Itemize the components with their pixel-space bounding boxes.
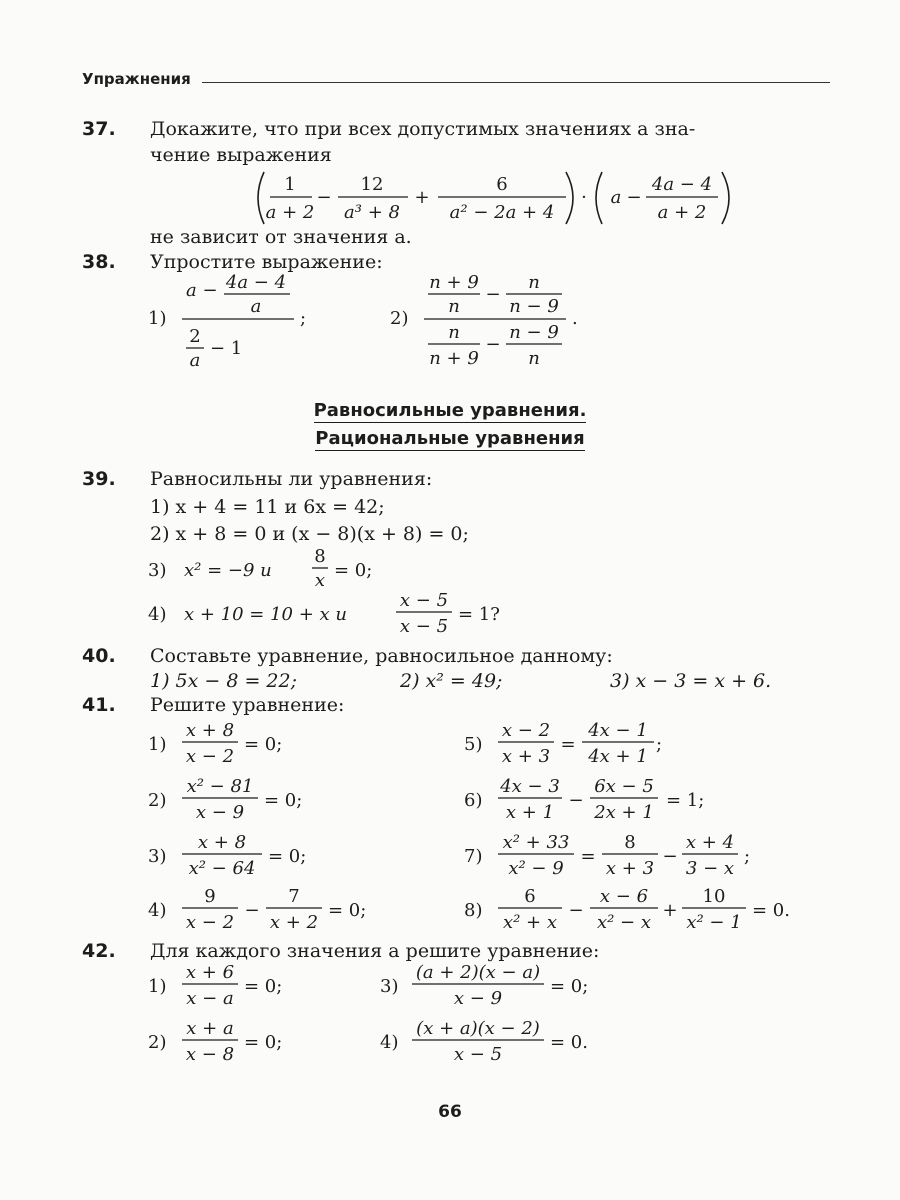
p42-item3-rest: = 0; — [550, 976, 589, 997]
problem-40-number: 40. — [82, 645, 116, 667]
p41-item5-f1d: x + 3 — [501, 746, 551, 767]
item1-label: 1) — [148, 308, 167, 329]
p41-item3-num: x + 8 — [197, 832, 247, 853]
section-title-2: Рациональные уравнения — [315, 428, 585, 449]
p42-item1-label: 1) — [148, 976, 167, 997]
p42-item2-num: x + a — [186, 1018, 234, 1039]
p41-item7-label: 7) — [464, 846, 483, 867]
frac4-den: a + 2 — [657, 202, 707, 223]
item3-left: x² = −9 и — [184, 560, 272, 581]
item4-num: x − 5 — [399, 590, 449, 611]
p41-item6-f1d: x + 1 — [505, 802, 555, 823]
p41-item7-f1n: x² + 33 — [502, 832, 570, 853]
item2-b2-den: n — [528, 348, 540, 369]
p41-item8-op2: + — [662, 900, 678, 921]
right-paren-2 — [722, 172, 729, 224]
frac1-den: a + 2 — [265, 202, 315, 223]
problem-41-number: 41. — [82, 694, 116, 716]
p41-item7-op1: = — [580, 846, 596, 867]
p41-item5-f2d: 4x + 1 — [588, 746, 648, 767]
page-header — [82, 70, 830, 94]
problem-37-line1: Докажите, что при всех допустимых значениях a зна- — [150, 118, 696, 140]
item2-b1-den: n + 9 — [429, 348, 479, 369]
frac2-num: 12 — [360, 174, 384, 195]
problem-39-number: 39. — [82, 468, 116, 490]
item1-end: ; — [300, 308, 307, 329]
problem-42-items — [148, 962, 628, 1072]
op-minus: − — [316, 187, 332, 208]
p41-item5-rest: ; — [656, 734, 663, 755]
p42-item2-label: 2) — [148, 1032, 167, 1053]
p42-item2-rest: = 0; — [244, 1032, 283, 1053]
p42-item4-num: (x + a)(x − 2) — [416, 1018, 540, 1039]
p41-item2-rest: = 0; — [264, 790, 303, 811]
p42-item3-den: x − 9 — [453, 988, 503, 1009]
problem-42-number: 42. — [82, 940, 116, 962]
header-rule — [202, 82, 830, 83]
problem-40-item1: 1) 5x − 8 = 22; — [150, 670, 298, 692]
p41-item7-rest: ; — [744, 846, 751, 867]
p41-item7-f1d: x² − 9 — [508, 858, 564, 879]
p41-item7-f3n: x + 4 — [685, 832, 735, 853]
item2-t2-num: n — [528, 272, 540, 293]
p41-item3-label: 3) — [148, 846, 167, 867]
p41-item8-f3n: 10 — [702, 886, 726, 907]
problem-41-items — [148, 720, 828, 942]
p41-item6-label: 6) — [464, 790, 483, 811]
p41-item5-f2n: 4x − 1 — [588, 720, 648, 741]
item4-den: x − 5 — [399, 616, 449, 637]
item1-top-num: 4a − 4 — [225, 272, 287, 293]
p41-item1-num: x + 8 — [185, 720, 235, 741]
p41-item8-f1n: 6 — [524, 886, 536, 907]
p41-item5-f1n: x − 2 — [501, 720, 551, 741]
p41-item4-f2n: 7 — [288, 886, 300, 907]
p41-item8-op1: − — [568, 900, 584, 921]
p41-item1-label: 1) — [148, 734, 167, 755]
item4-label: 4) — [148, 604, 167, 625]
p41-item4-op: − — [244, 900, 260, 921]
problem-37-expression — [250, 168, 740, 230]
problem-41-text: Решите уравнение: — [150, 694, 345, 716]
page-number: 66 — [438, 1102, 462, 1122]
frac2-den: a³ + 8 — [344, 202, 400, 223]
p41-item8-rest: = 0. — [752, 900, 790, 921]
item1-bot-den: a — [189, 350, 201, 371]
item3-den: x — [314, 570, 326, 591]
frac4-num: 4a − 4 — [651, 174, 713, 195]
item2-t1-den: n — [448, 296, 460, 317]
item2-t1-num: n + 9 — [429, 272, 479, 293]
p41-item2-den: x − 9 — [195, 802, 245, 823]
p42-item1-num: x + 6 — [185, 962, 235, 983]
p41-item4-f2d: x + 2 — [269, 912, 319, 933]
problem-38-number: 38. — [82, 251, 116, 273]
p42-item4-den: x − 5 — [453, 1044, 503, 1065]
p41-item5-op: = — [560, 734, 576, 755]
p41-item5-label: 5) — [464, 734, 483, 755]
frac3-num: 6 — [496, 174, 508, 195]
p41-item3-rest: = 0; — [268, 846, 307, 867]
item3-right: = 0; — [334, 560, 373, 581]
op-plus: + — [414, 187, 430, 208]
problem-39-item2: 2) x + 8 = 0 и (x − 8)(x + 8) = 0; — [150, 523, 469, 545]
p41-item6-f2n: 6x − 5 — [594, 776, 654, 797]
problem-38-text: Упростите выражение: — [150, 251, 383, 273]
item2-b-minus: − — [485, 334, 501, 355]
p42-item3-label: 3) — [380, 976, 399, 997]
problem-37-line2: чение выражения — [150, 144, 332, 166]
item2-b1-num: n — [448, 322, 460, 343]
item2-t2-den: n − 9 — [509, 296, 559, 317]
p41-item2-num: x² − 81 — [186, 776, 254, 797]
p42-item4-label: 4) — [380, 1032, 399, 1053]
p41-item3-den: x² − 64 — [188, 858, 256, 879]
p41-item2-label: 2) — [148, 790, 167, 811]
problem-40-text: Составьте уравнение, равносильное данному: — [150, 645, 613, 667]
p41-item8-f2d: x² − x — [596, 912, 652, 933]
p41-item6-f1n: 4x − 3 — [500, 776, 560, 797]
problem-39-item1: 1) x + 4 = 11 и 6x = 42; — [150, 496, 385, 518]
p41-item7-f3d: 3 − x — [685, 858, 735, 879]
item1-top-den: a — [250, 296, 262, 317]
problem-39-text: Равносильны ли уравнения: — [150, 468, 433, 490]
problem-40-item2: 2) x² = 49; — [400, 670, 503, 692]
item2-end: . — [572, 308, 578, 329]
op-minus-2: − — [626, 187, 642, 208]
section-title-1: Равносильные уравнения. — [313, 400, 587, 421]
frac3-den: a² − 2a + 4 — [449, 202, 555, 223]
problem-38-items — [148, 274, 598, 370]
p41-item8-f3d: x² − 1 — [686, 912, 742, 933]
header-label: Упражнения — [82, 70, 191, 88]
p42-item1-rest: = 0; — [244, 976, 283, 997]
p41-item1-rest: = 0; — [244, 734, 283, 755]
p42-item4-rest: = 0. — [550, 1032, 588, 1053]
p41-item4-label: 4) — [148, 900, 167, 921]
right-paren — [566, 172, 573, 224]
item3-num: 8 — [314, 546, 326, 567]
problem-39-items-3-4 — [148, 548, 548, 638]
frac1-num: 1 — [284, 174, 296, 195]
p41-item8-f1d: x² + x — [502, 912, 558, 933]
p41-item6-op: − — [568, 790, 584, 811]
problem-37-line3: не зависит от значения a. — [150, 226, 412, 248]
problem-42-text: Для каждого значения a решите уравнение: — [150, 940, 600, 962]
item2-label: 2) — [390, 308, 409, 329]
p41-item4-rest: = 0; — [328, 900, 367, 921]
left-paren-2 — [596, 172, 602, 224]
item2-b2-num: n − 9 — [509, 322, 559, 343]
p41-item1-den: x − 2 — [185, 746, 235, 767]
p42-item3-num: (a + 2)(x − a) — [415, 962, 541, 983]
item3-label: 3) — [148, 560, 167, 581]
p41-item4-f1n: 9 — [204, 886, 216, 907]
p41-item6-rest: = 1; — [666, 790, 705, 811]
item4-right: = 1? — [458, 604, 500, 625]
item2-t-minus: − — [485, 284, 501, 305]
item1-top-a: a − — [186, 280, 218, 301]
p41-item8-label: 8) — [464, 900, 483, 921]
p41-item4-f1d: x − 2 — [185, 912, 235, 933]
item4-left: x + 10 = 10 + x и — [184, 604, 348, 625]
item1-bot-rest: − 1 — [210, 338, 243, 359]
problem-40-item3: 3) x − 3 = x + 6. — [610, 670, 772, 692]
left-paren — [258, 172, 264, 224]
problem-37-number: 37. — [82, 118, 116, 140]
p41-item6-f2d: 2x + 1 — [594, 802, 654, 823]
p42-item2-den: x − 8 — [185, 1044, 235, 1065]
op-dot: · — [581, 187, 587, 208]
p41-item8-f2n: x − 6 — [599, 886, 649, 907]
p41-item7-f2d: x + 3 — [605, 858, 655, 879]
var-a: a — [610, 187, 622, 208]
p41-item7-f2n: 8 — [624, 832, 636, 853]
p41-item7-op2: − — [662, 846, 678, 867]
p42-item1-den: x − a — [186, 988, 234, 1009]
item1-bot-num: 2 — [189, 326, 201, 347]
